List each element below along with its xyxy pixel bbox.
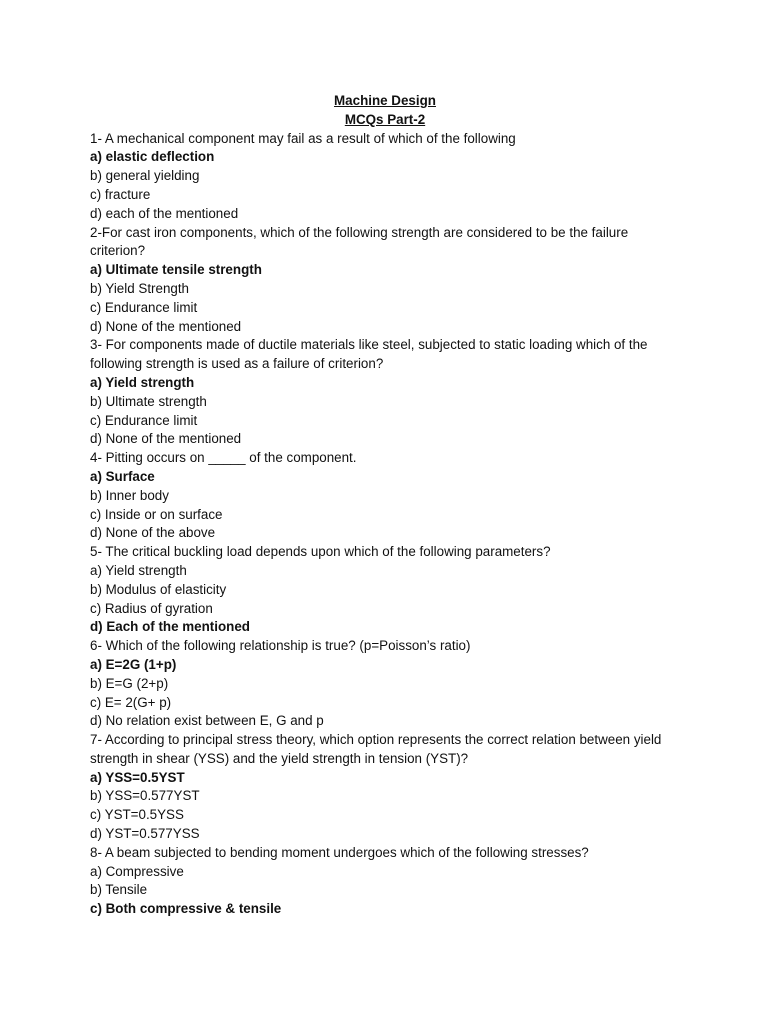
question-block [90, 637, 680, 731]
question-list [90, 130, 680, 919]
document-content [90, 92, 680, 919]
question-text: 4- Pitting occurs on _____ of the component. [90, 450, 357, 466]
question-text: 2-For cast iron components, which of the following strength are considered to be the failure criterion? [90, 224, 629, 259]
answer-option: b) Yield Strength [90, 280, 190, 296]
answer-option: a) Compressive [90, 863, 184, 879]
question-text: 5- The critical buckling load depends upon which of the following parameters? [90, 544, 551, 560]
answer-option: d) None of the above [90, 525, 216, 541]
question-block [90, 449, 680, 543]
question-block [90, 130, 680, 224]
question-text: 6- Which of the following relationship is true? (p=Poisson’s ratio) [90, 638, 471, 654]
answer-option: c) Radius of gyration [90, 600, 213, 616]
question-block [90, 543, 680, 637]
question-text: 8- A beam subjected to bending moment undergoes which of the following stresses? [90, 844, 589, 860]
question-text: 3- For components made of ductile materials like steel, subjected to static loading which of the following strength is used as a failure of criterion? [90, 337, 648, 372]
answer-option: b) Ultimate strength [90, 393, 207, 409]
answer-option: c) Endurance limit [90, 412, 198, 428]
answer-option: b) Inner body [90, 487, 169, 503]
answer-option: b) Tensile [90, 882, 148, 898]
answer-option: d) No relation exist between E, G and p [90, 713, 324, 729]
question-block [90, 336, 680, 449]
answer-option: a) Yield strength [90, 562, 187, 578]
answer-option: b) YSS=0.577YST [90, 788, 200, 804]
document-subtitle: MCQs Part-2 [344, 111, 426, 127]
correct-answer-option: a) Ultimate tensile strength [90, 262, 262, 278]
question-block [90, 731, 680, 844]
correct-answer-option: a) YSS=0.5YST [90, 769, 185, 785]
answer-option: c) fracture [90, 186, 151, 202]
question-text: 1- A mechanical component may fail as a result of which of the following [90, 130, 516, 146]
correct-answer-option: a) Yield strength [90, 374, 195, 390]
answer-option: b) E=G (2+p) [90, 675, 169, 691]
correct-answer-option: a) E=2G (1+p) [90, 656, 177, 672]
answer-option: b) Modulus of elasticity [90, 581, 227, 597]
answer-option: d) YST=0.577YSS [90, 826, 200, 842]
answer-option: b) general yielding [90, 168, 200, 184]
answer-option: c) Endurance limit [90, 299, 198, 315]
answer-option: c) Inside or on surface [90, 506, 223, 522]
question-text: 7- According to principal stress theory, which option represents the correct relation between yield strength in shear (YSS) and the yield strength in tension (YST)? [90, 732, 662, 766]
answer-option: c) E= 2(G+ p) [90, 694, 172, 710]
answer-option: d) None of the mentioned [90, 318, 242, 334]
answer-option: d) each of the mentioned [90, 205, 239, 221]
answer-option: c) YST=0.5YSS [90, 807, 184, 823]
correct-answer-option: a) elastic deflection [90, 149, 215, 165]
document-title: Machine Design [334, 93, 436, 108]
correct-answer-option: c) Both compressive & tensile [90, 901, 282, 917]
question-block [90, 844, 680, 919]
correct-answer-option: d) Each of the mentioned [90, 619, 250, 635]
correct-answer-option: a) Surface [90, 468, 155, 484]
answer-option: d) None of the mentioned [90, 431, 242, 447]
question-block [90, 224, 680, 337]
